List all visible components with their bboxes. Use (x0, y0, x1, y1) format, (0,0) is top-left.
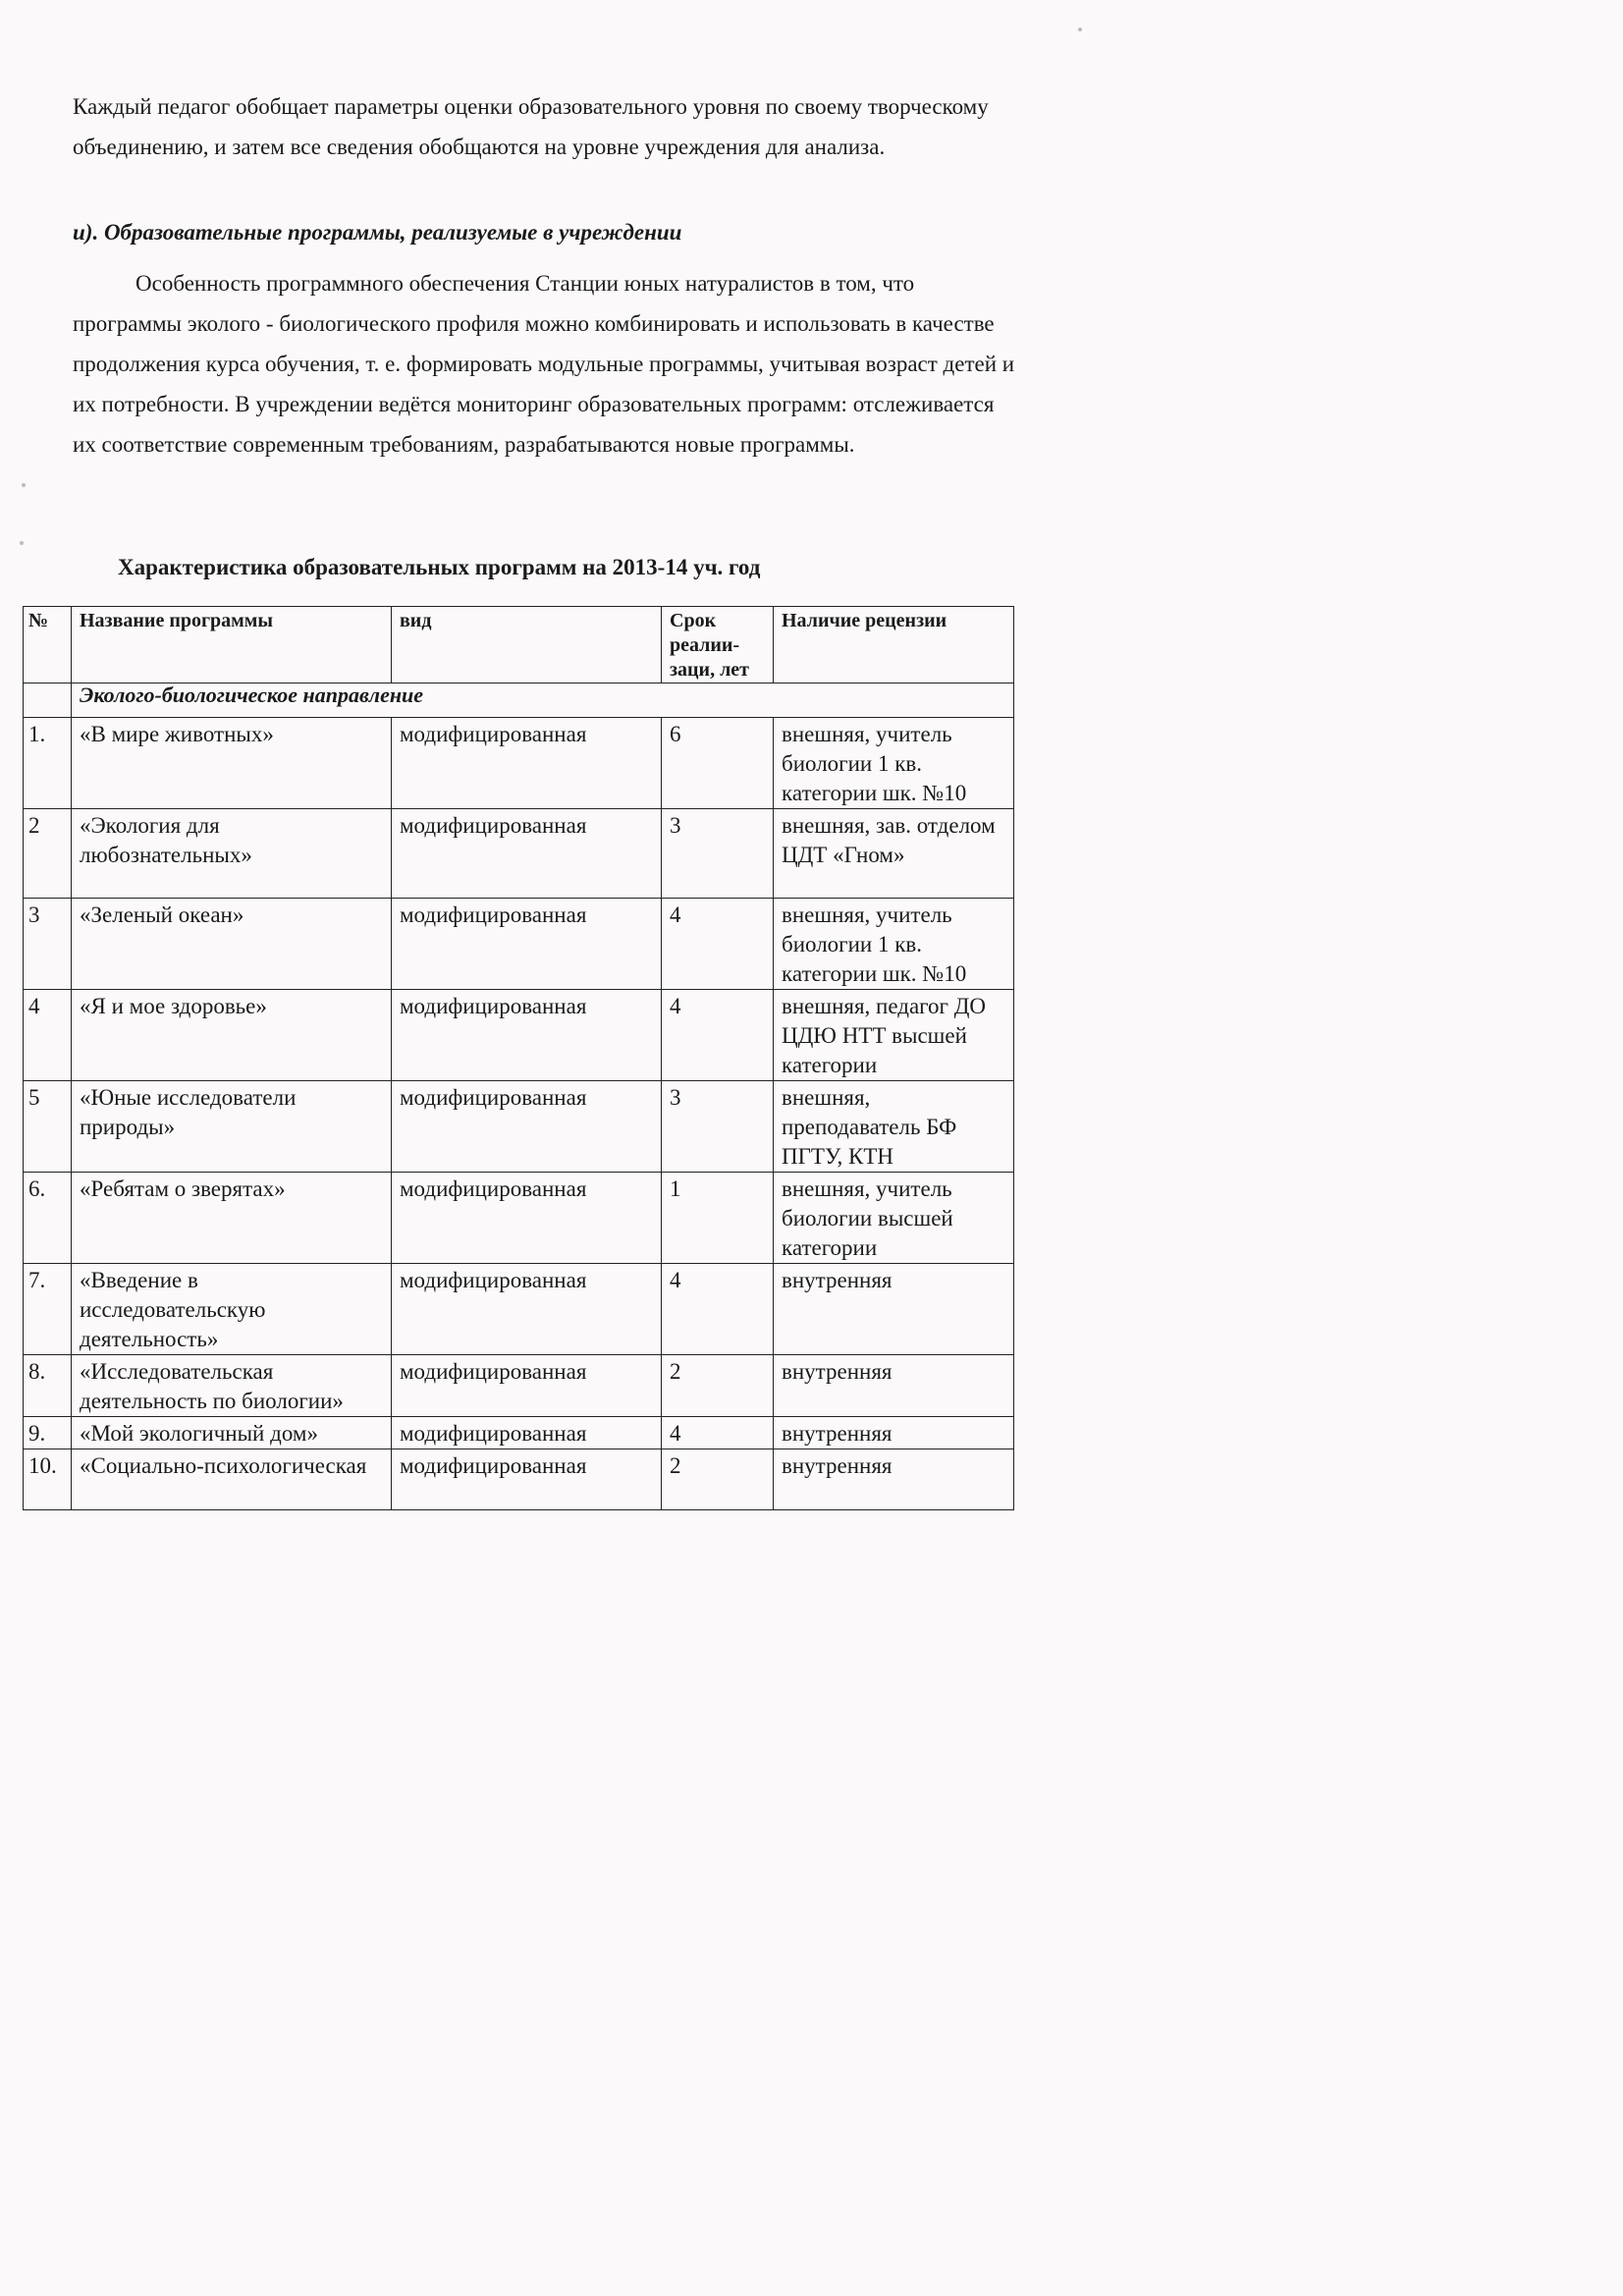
row-program-name: «Ребятам о зверятах» (72, 1173, 392, 1264)
row-number: 5 (24, 1081, 72, 1173)
row-review: внутренняя (774, 1355, 1014, 1417)
header-number: № (24, 607, 72, 683)
row-number: 7. (24, 1264, 72, 1355)
row-duration: 6 (662, 718, 774, 809)
row-duration: 4 (662, 1417, 774, 1449)
row-type: модифицированная (392, 1355, 662, 1417)
row-type: модифицированная (392, 990, 662, 1081)
row-review: внешняя, учитель биологии высшей категории (774, 1173, 1014, 1264)
row-number: 4 (24, 990, 72, 1081)
row-program-name: «В мире животных» (72, 718, 392, 809)
row-number: 3 (24, 899, 72, 990)
table-row (24, 1081, 1014, 1173)
row-review: внутренняя (774, 1417, 1014, 1449)
row-type: модифицированная (392, 718, 662, 809)
row-number: 9. (24, 1417, 72, 1449)
row-review: внешняя, педагог ДО ЦДЮ НТТ высшей категории (774, 990, 1014, 1081)
body-paragraph: Особенность программного обеспечения Станции юных натуралистов в том, что программы эколого - биологического профиля можно комбинировать и использовать в качестве продолжения курса обучения, т. е. формировать модульные программы, учитывая возраст детей и их потребности. В учреждении ведётся мониторинг образовательных программ: отслеживается их соответствие современным требованиям, разрабатываются новые программы. (73, 271, 1015, 457)
row-type: модифицированная (392, 1081, 662, 1173)
row-number: 6. (24, 1173, 72, 1264)
table-row (24, 1173, 1014, 1264)
row-program-name: «Социально-психологическая (72, 1449, 392, 1510)
scan-speck (20, 541, 24, 545)
table-row (24, 718, 1014, 809)
table-row (24, 1449, 1014, 1510)
row-type: модифицированная (392, 809, 662, 899)
table-row (24, 990, 1014, 1081)
row-type: модифицированная (392, 1449, 662, 1510)
row-type: модифицированная (392, 1173, 662, 1264)
row-number: 8. (24, 1355, 72, 1417)
row-duration: 3 (662, 809, 774, 899)
row-type: модифицированная (392, 1417, 662, 1449)
row-program-name: «Юные исследователи природы» (72, 1081, 392, 1173)
row-program-name: «Исследовательская деятельность по биологии» (72, 1355, 392, 1417)
table-header-row (24, 607, 1014, 683)
row-duration: 2 (662, 1355, 774, 1417)
table-row (24, 1264, 1014, 1355)
row-duration: 2 (662, 1449, 774, 1510)
row-type: модифицированная (392, 899, 662, 990)
row-program-name: «Экология для любознательных» (72, 809, 392, 899)
row-duration: 4 (662, 1264, 774, 1355)
row-duration: 4 (662, 990, 774, 1081)
header-review: Наличие рецензии (774, 607, 1014, 683)
row-review: внешняя, учитель биологии 1 кв. категории шк. №10 (774, 718, 1014, 809)
row-number: 2 (24, 809, 72, 899)
table-row (24, 899, 1014, 990)
scan-speck (1078, 27, 1082, 31)
row-review: внутренняя (774, 1449, 1014, 1510)
table-title: Характеристика образовательных программ на 2013-14 уч. год (118, 555, 761, 579)
row-type: модифицированная (392, 1264, 662, 1355)
table-row (24, 809, 1014, 899)
programs-table (23, 606, 1014, 1510)
row-review: внешняя, учитель биологии 1 кв. категории шк. №10 (774, 899, 1014, 990)
section-label: Эколого-биологическое направление (72, 683, 1014, 718)
document-page (0, 0, 1090, 1541)
row-duration: 4 (662, 899, 774, 990)
table-row (24, 1355, 1014, 1417)
scan-speck (22, 483, 26, 487)
row-program-name: «Зеленый океан» (72, 899, 392, 990)
section-heading: и). Образовательные программы, реализуемые в учреждении (73, 220, 682, 245)
row-duration: 3 (662, 1081, 774, 1173)
table-row (24, 1417, 1014, 1449)
header-program-name: Название программы (72, 607, 392, 683)
row-number: 1. (24, 718, 72, 809)
header-type: вид (392, 607, 662, 683)
section-row (24, 683, 1014, 718)
header-duration: Срок реалии-заци, лет (662, 607, 774, 683)
row-number: 10. (24, 1449, 72, 1510)
row-review: внешняя, преподаватель БФ ПГТУ, КТН (774, 1081, 1014, 1173)
row-review: внешняя, зав. отделом ЦДТ «Гном» (774, 809, 1014, 899)
row-duration: 1 (662, 1173, 774, 1264)
intro-paragraph: Каждый педагог обобщает параметры оценки образовательного уровня по своему творческому объединению, и затем все сведения обобщаются на уровне учреждения для анализа. (73, 94, 989, 159)
row-program-name: «Я и мое здоровье» (72, 990, 392, 1081)
row-program-name: «Мой экологичный дом» (72, 1417, 392, 1449)
row-program-name: «Введение в исследовательскую деятельность» (72, 1264, 392, 1355)
row-review: внутренняя (774, 1264, 1014, 1355)
